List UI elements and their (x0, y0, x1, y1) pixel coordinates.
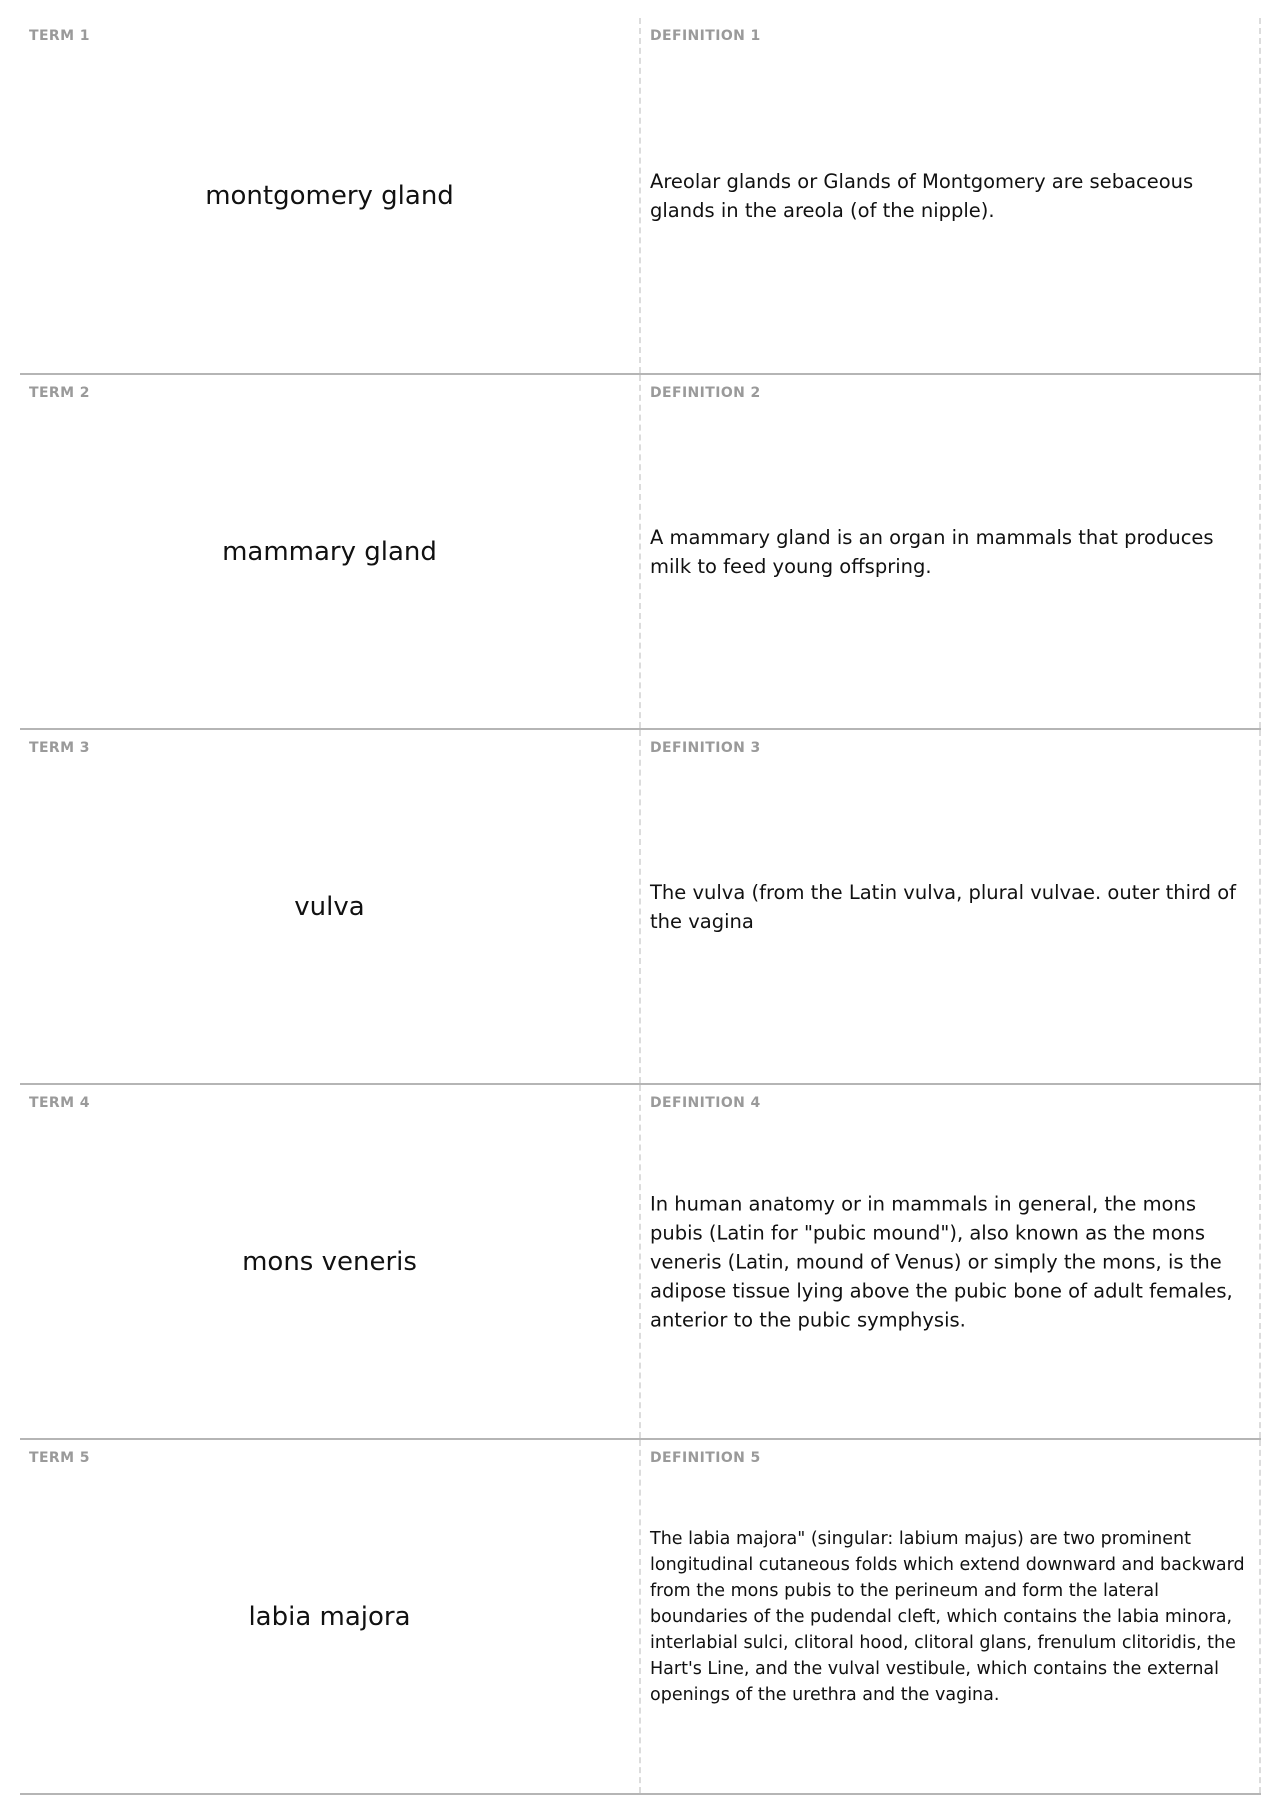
term-label: TERM 5 (29, 1450, 90, 1466)
term-label: TERM 4 (29, 1095, 90, 1111)
term-text: mammary gland (222, 536, 437, 567)
term-cell (20, 730, 641, 1083)
definition-cell (641, 1085, 1261, 1438)
definition-cell (641, 18, 1261, 373)
definition-label: DEFINITION 1 (650, 28, 761, 44)
definition-text: The labia majora" (singular: labium majus) are two prominent longitudinal cutaneous folds which extend downward and backward from the mons pubis to the perineum and form the lateral boundaries of the pudendal cleft, which contains the labia minora, interlabial sulci, clitoral hood, clitoral glans, frenulum clitoridis, the Hart's Line, and the vulval vestibule, which contains the external openings of the urethra and the vagina. (650, 1528, 1245, 1705)
card-row-4 (20, 1085, 1261, 1440)
definition-cell (641, 1440, 1261, 1793)
definition-cell (641, 730, 1261, 1083)
definition-label: DEFINITION 4 (650, 1095, 761, 1111)
definition-text: The vulva (from the Latin vulva, plural vulvae. outer third of the vagina (650, 880, 1237, 933)
definition-text: In human anatomy or in mammals in general, the mons pubis (Latin for "pubic mound"), also known as the mons veneris (Latin, mound of Venus) or simply the mons, is the adipose tissue lying above the pubic bone of adult females, anterior to the pubic symphysis. (650, 1192, 1233, 1331)
flashcard-sheet (20, 18, 1261, 1795)
definition-label: DEFINITION 3 (650, 740, 761, 756)
term-cell (20, 1440, 641, 1793)
card-row-5 (20, 1440, 1261, 1795)
definition-label: DEFINITION 2 (650, 385, 761, 401)
term-label: TERM 3 (29, 740, 90, 756)
term-text: montgomery gland (205, 180, 454, 211)
term-text: mons veneris (242, 1246, 417, 1277)
term-cell (20, 18, 641, 373)
term-text: vulva (294, 891, 365, 922)
term-label: TERM 1 (29, 28, 90, 44)
term-label: TERM 2 (29, 385, 90, 401)
definition-text: A mammary gland is an organ in mammals that produces milk to feed young offspring. (650, 525, 1214, 578)
term-text: labia majora (248, 1601, 411, 1632)
term-cell (20, 1085, 641, 1438)
card-row-3 (20, 730, 1261, 1085)
card-row-2 (20, 375, 1261, 730)
term-cell (20, 375, 641, 728)
definition-text: Areolar glands or Glands of Montgomery are sebaceous glands in the areola (of the nipple). (650, 169, 1194, 222)
card-row-1 (20, 18, 1261, 375)
definition-label: DEFINITION 5 (650, 1450, 761, 1466)
definition-cell (641, 375, 1261, 728)
